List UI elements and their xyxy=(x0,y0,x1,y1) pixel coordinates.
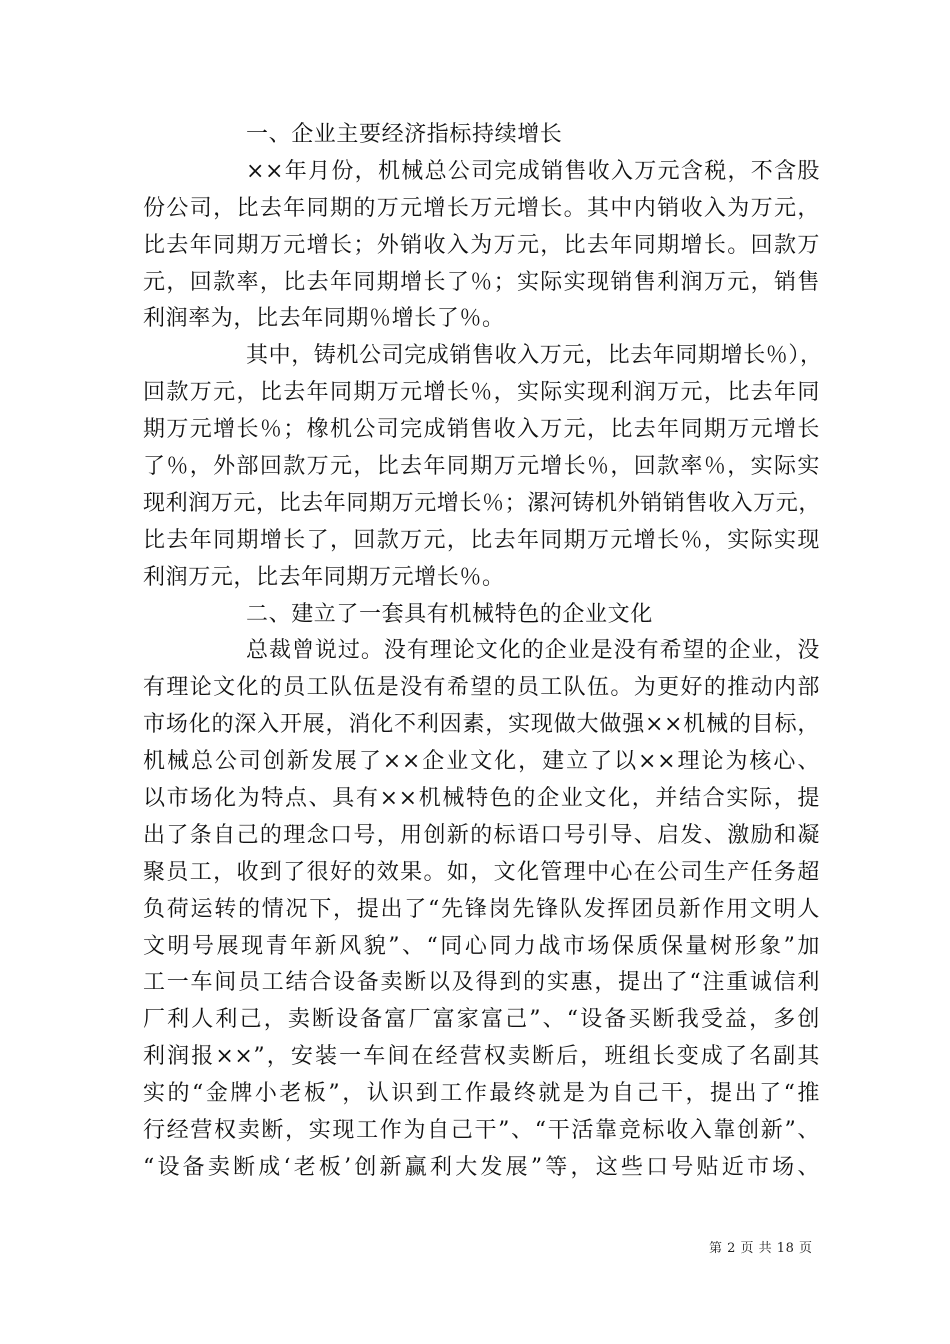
text-line: 市场化的深入开展，消化不利因素，实现做大做强××机械的目标， xyxy=(143,712,820,738)
section-heading: 一、企业主要经济指标持续增长 xyxy=(246,122,563,147)
text-line: 聚员工，收到了很好的效果。如，文化管理中心在公司生产任务超 xyxy=(143,859,820,885)
text-line: 以市场化为特点、具有××机械特色的企业文化，并结合实际，提 xyxy=(143,786,820,812)
text-line: 其中，铸机公司完成销售收入万元，比去年同期增长％）， xyxy=(246,343,823,369)
text-line: 有理论文化的员工队伍是没有希望的员工队伍。为更好的推动内部 xyxy=(143,675,820,701)
text-line: 厂利人利己，卖断设备富厂富家富己”、“设备买断我受益，多创 xyxy=(143,1007,820,1033)
text-line: 了％，外部回款万元，比去年同期万元增长％，回款率％，实际实 xyxy=(143,454,820,480)
document-body xyxy=(143,117,823,1187)
text-line: 利润万元，比去年同期万元增长％。 xyxy=(143,564,505,590)
text-line: 回款万元，比去年同期万元增长％，实际实现利润万元，比去年同 xyxy=(143,380,820,406)
text-line: 机械总公司创新发展了××企业文化，建立了以××理论为核心、 xyxy=(143,749,820,775)
text-line: 工一车间员工结合设备卖断以及得到的实惠，提出了“注重诚信利 xyxy=(143,970,820,996)
section-heading: 二、建立了一套具有机械特色的企业文化 xyxy=(246,601,653,627)
paragraph xyxy=(143,338,823,596)
text-line: 利润报××”，安装一车间在经营权卖断后，班组长变成了名副其 xyxy=(143,1044,820,1070)
text-line: ××年月份，机械总公司完成销售收入万元含税，不含股 xyxy=(246,158,820,184)
text-line: 出了条自己的理念口号，用创新的标语口号引导、启发、激励和凝 xyxy=(143,822,820,848)
paragraph xyxy=(143,633,820,1186)
page-number: 第 2 页 共 18 页 xyxy=(709,1241,813,1256)
text-line: 期万元增长％；橡机公司完成销售收入万元，比去年同期万元增长 xyxy=(143,417,820,443)
text-line: 文明号展现青年新风貌”、“同心同力战市场保质保量树形象”加 xyxy=(143,933,820,959)
text-line: 利润率为，比去年同期％增长了％。 xyxy=(143,306,505,332)
text-line: 元，回款率，比去年同期增长了％；实际实现销售利润万元，销售 xyxy=(143,269,820,295)
paragraph xyxy=(143,154,820,338)
text-line: 份公司，比去年同期的万元增长万元增长。其中内销收入为万元， xyxy=(143,195,820,221)
text-line: 实的“金牌小老板”，认识到工作最终就是为自己干，提出了“推 xyxy=(143,1081,820,1107)
text-line: “设备卖断成‘老板’创新赢利大发展”等，这些口号贴近市场、 xyxy=(143,1154,820,1180)
text-line: 现利润万元，比去年同期万元增长％；漯河铸机外销销售收入万元， xyxy=(143,490,822,516)
text-line: 比去年同期万元增长；外销收入为万元，比去年同期增长。回款万 xyxy=(143,232,820,258)
text-line: 总裁曾说过。没有理论文化的企业是没有希望的企业，没 xyxy=(246,638,820,664)
text-line: 负荷运转的情况下，提出了“先锋岗先锋队发挥团员新作用文明人 xyxy=(143,896,820,922)
text-line: 行经营权卖断，实现工作为自己干”、“干活靠竞标收入靠创新”、 xyxy=(143,1118,820,1144)
text-line: 比去年同期增长了，回款万元，比去年同期万元增长％，实际实现 xyxy=(143,527,820,553)
